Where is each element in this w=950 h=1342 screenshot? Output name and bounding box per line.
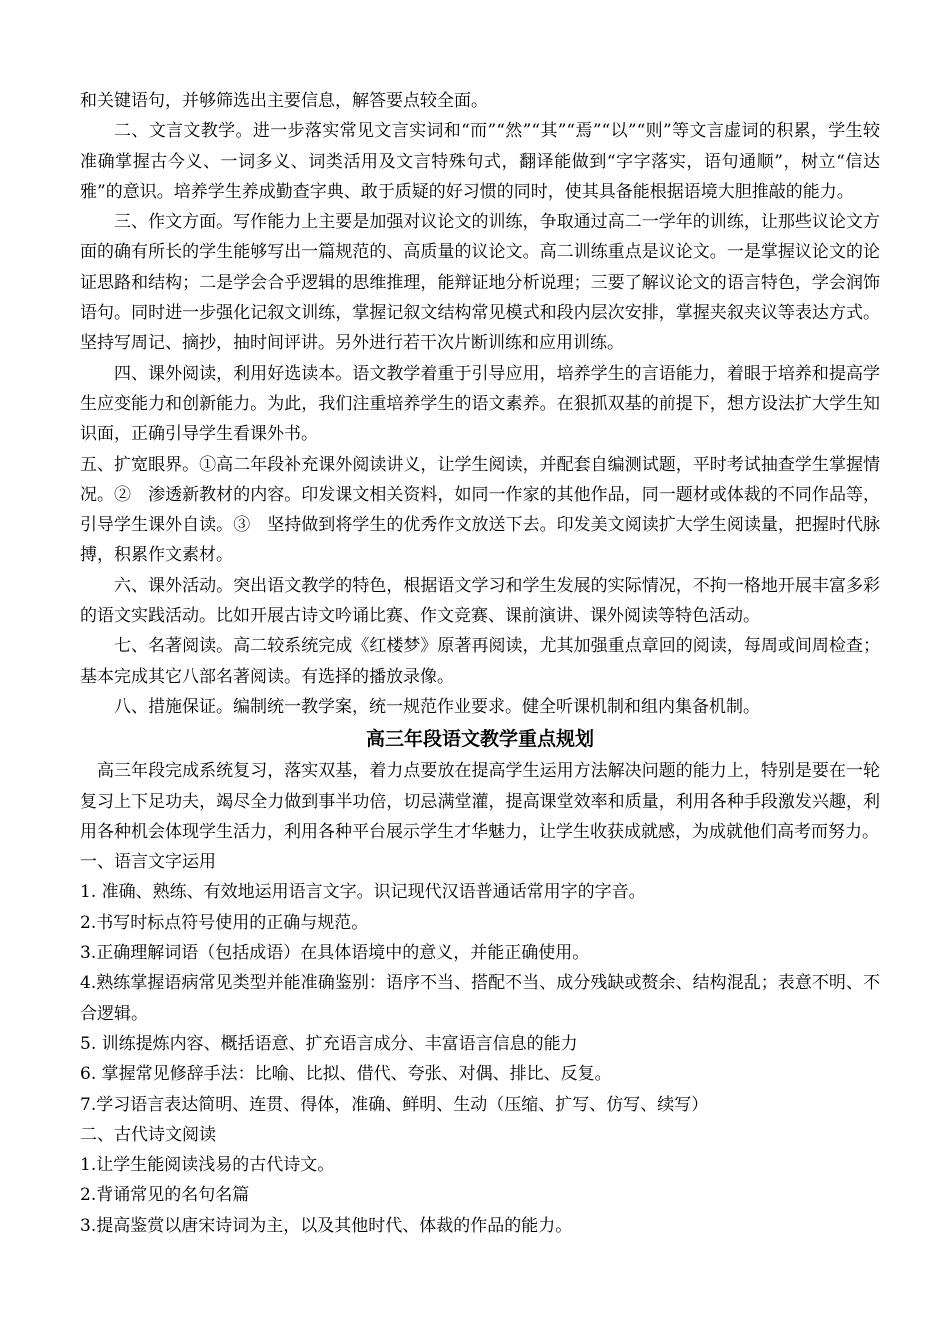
document-page xyxy=(80,86,880,1241)
paragraph-measures: 八、措施保证。编制统一教学案，统一规范作业要求。健全听课机制和组内集备机制。 xyxy=(114,696,760,717)
list-item: 1.让学生能阅读浅易的古代诗文。 xyxy=(80,1155,335,1176)
list-item: 5. 训练提炼内容、概括语意、扩充语言成分、丰富语言信息的能力 xyxy=(80,1033,578,1054)
list-item: 6. 掌握常见修辞手法：比喻、比拟、借代、夸张、对偶、排比、反复。 xyxy=(80,1064,612,1085)
section-title: 高三年段语文教学重点规划 xyxy=(365,728,594,751)
list-item: 3.提高鉴赏以唐宋诗词为主，以及其他时代、体裁的作品的能力。 xyxy=(80,1215,573,1236)
list-item: 4.熟练掌握语病常见类型并能准确鉴别：语序不当、搭配不当、成分残缺或赘余、结构混乱；表意不明、不合逻辑。 xyxy=(80,973,880,1024)
paragraph-extracurricular-activities: 六、课外活动。突出语文教学的特色，根据语文学习和学生发展的实际情况，不拘一格地开展丰富多彩的语文实践活动。比如开展古诗文吟诵比赛、作文竞赛、课前演讲、课外阅读等特色活动。 xyxy=(80,575,880,627)
paragraph-broaden-horizons: 五、扩宽眼界。①高二年段补充课外阅读讲义，让学生阅读，并配套自编测试题，平时考试抽查学生掌握情况。② 渗透新教材的内容。印发课文相关资料，如同一作家的其他作品，同一题材或体裁的不同作品等，引导学生课外自读。③ 坚持做到将学生的优秀作文放送下去。印发美文阅读扩大学生阅读量，把握时代脉搏，积累作文素材。 xyxy=(80,454,880,566)
paragraph-continuation: 和关键语句，并够筛选出主要信息，解答要点较全面。 xyxy=(80,91,488,111)
list-item: 7.学习语言表达简明、连贯、得体，准确、鲜明、生动（压缩、扩写、仿写、续写） xyxy=(80,1094,709,1115)
list-item: 2.背诵常见的名句名篇 xyxy=(80,1185,250,1206)
heading-classical-poetry: 二、古代诗文阅读 xyxy=(80,1124,216,1145)
list-item: 3.正确理解词语（包括成语）在具体语境中的意义，并能正确使用。 xyxy=(80,943,590,964)
list-item: 1. 准确、熟练、有效地运用语言文字。识记现代汉语普通话常用字的字音。 xyxy=(80,882,646,903)
paragraph-extracurricular-reading: 四、课外阅读，利用好选读本。语文教学着重于引导应用，培养学生的言语能力，着眼于培养和提高学生应变能力和创新能力。为此，我们注重培养学生的语文素养。在狠抓双基的前提下，想方设法扩大学生知识面，正确引导学生看课外书。 xyxy=(80,363,880,445)
paragraph-composition: 三、作文方面。写作能力上主要是加强对议论文的训练，争取通过高二一学年的训练，让那些议论文方面的确有所长的学生能够写出一篇规范的、高质量的议论文。高二训练重点是议论文。一是掌握议论文的论证思路和结构；二是学会合乎逻辑的思维推理，能辩证地分析说理；三要了解议论文的语言特色，学会润饰语句。同时进一步强化记叙文训练，掌握记叙文结构常见模式和段内层次安排，掌握夹叙夹议等表达方式。坚持写周记、摘抄，抽时间评讲。另外进行若干次片断训练和应用训练。 xyxy=(80,212,880,354)
heading-language-use: 一、语言文字运用 xyxy=(80,852,216,873)
paragraph-classical-chinese: 二、文言文教学。进一步落实常见文言实词和“而”“然”“其”“焉”“以”“则”等文言虚词的积累，学生较准确掌握古今义、一词多义、词类活用及文言特殊句式，翻译能做到“字字落实，语句通顺”，树立“信达雅”的意识。培养学生养成勤查字典、敢于质疑的好习惯的同时，使其具备能根据语境大胆推敲的能力。 xyxy=(80,121,880,202)
list-item: 2.书写时标点符号使用的正确与规范。 xyxy=(80,912,369,933)
paragraph-classics-reading: 七、名著阅读。高二较系统完成《红楼梦》原著再阅读，尤其加强重点章回的阅读，每周或间周检查；基本完成其它八部名著阅读。有选择的播放录像。 xyxy=(80,636,880,687)
paragraph-senior-intro: 高三年段完成系统复习，落实双基，着力点要放在提高学生运用方法解决问题的能力上，特别是要在一轮复习上下足功夫，竭尽全力做到事半功倍，切忌满堂灌，提高课堂效率和质量，利用各种手段激发兴趣，利用各种机会体现学生活力，利用各种平台展示学生才华魅力，让学生收获成就感，为成就他们高考而努力。 xyxy=(80,761,880,842)
